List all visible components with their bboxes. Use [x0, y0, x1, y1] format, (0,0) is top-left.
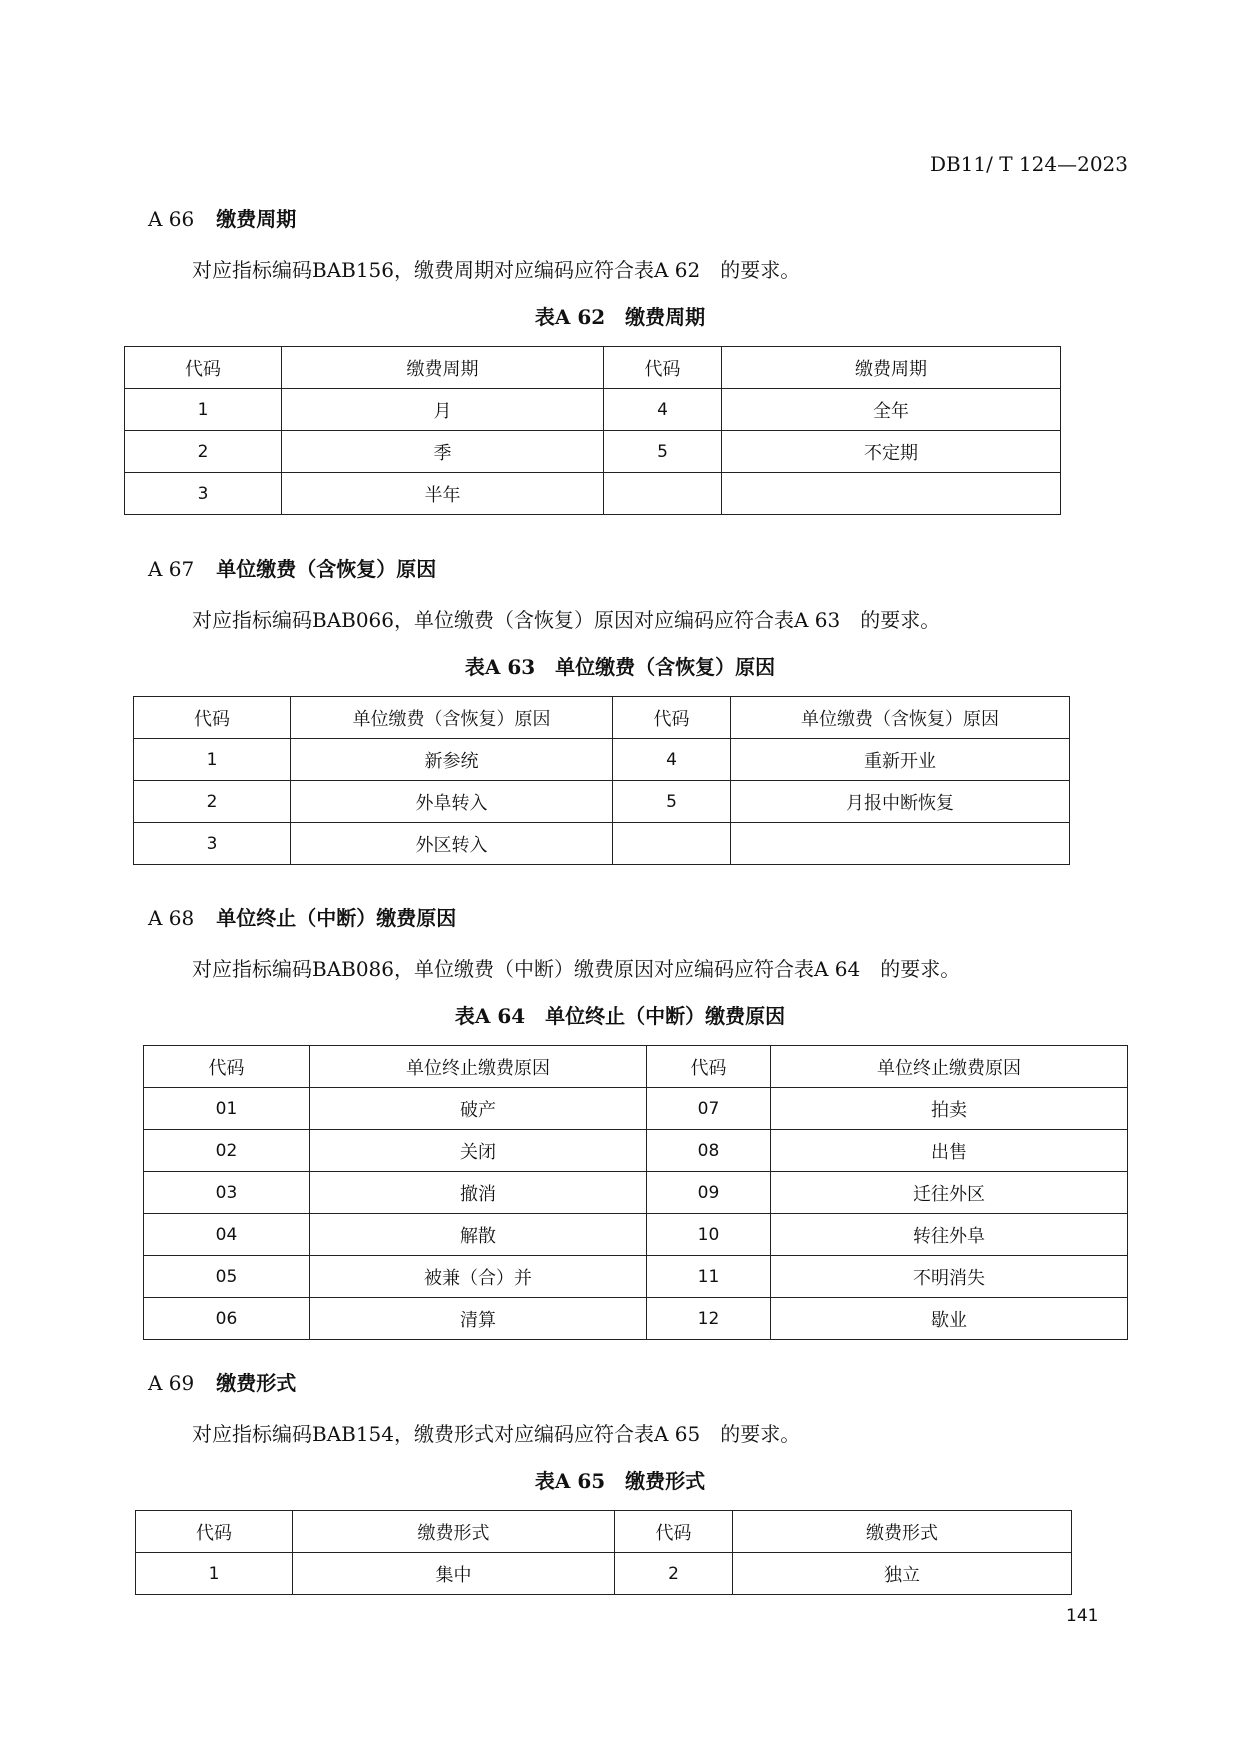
code-cell: 4: [604, 389, 722, 431]
section-text: 对应指标编码BAB156，缴费周期对应编码应符合表A 62 的要求。: [192, 258, 801, 282]
code-cell: 11: [647, 1256, 771, 1298]
code-cell: 1: [136, 1553, 293, 1595]
code-cell: [604, 473, 722, 515]
section-title: 单位终止（中断）缴费原因: [216, 906, 457, 930]
section-number: A 67: [148, 557, 195, 581]
section-number: A 66: [148, 207, 195, 231]
table-row: [136, 1553, 1072, 1595]
table-caption: 表A 65 缴费形式: [534, 1469, 706, 1493]
value-cell: 被兼（合）并: [310, 1256, 647, 1298]
table-row: [144, 1172, 1128, 1214]
header-cell: 缴费周期: [282, 347, 604, 389]
header-cell: 单位缴费（含恢复）原因: [291, 697, 613, 739]
table-row: [144, 1214, 1128, 1256]
value-cell: 清算: [310, 1298, 647, 1340]
table-row: [134, 823, 1070, 865]
header-cell: 代码: [134, 697, 291, 739]
value-cell: 破产: [310, 1088, 647, 1130]
code-cell: 12: [647, 1298, 771, 1340]
code-cell: 2: [615, 1553, 733, 1595]
table-row: [134, 781, 1070, 823]
value-cell: 重新开业: [731, 739, 1070, 781]
header-cell: 代码: [613, 697, 731, 739]
value-cell: 解散: [310, 1214, 647, 1256]
value-cell: 外阜转入: [291, 781, 613, 823]
section-title: 缴费形式: [216, 1371, 297, 1395]
code-cell: 05: [144, 1256, 310, 1298]
table-header-row: [134, 697, 1070, 739]
value-cell: 迁往外区: [771, 1172, 1128, 1214]
header-cell: 代码: [647, 1046, 771, 1088]
value-cell: 转往外阜: [771, 1214, 1128, 1256]
section-heading-a68: [148, 902, 456, 931]
header-cell: 代码: [604, 347, 722, 389]
value-cell: [731, 823, 1070, 865]
section-heading-a67: [148, 553, 436, 582]
table-row: [134, 739, 1070, 781]
code-cell: 06: [144, 1298, 310, 1340]
section-title: 单位缴费（含恢复）原因: [216, 557, 437, 581]
value-cell: 拍卖: [771, 1088, 1128, 1130]
table-header-row: [136, 1511, 1072, 1553]
value-cell: 季: [282, 431, 604, 473]
code-cell: 2: [125, 431, 282, 473]
section-title: 缴费周期: [216, 207, 297, 231]
table-row: [144, 1298, 1128, 1340]
header-cell: 缴费形式: [733, 1511, 1072, 1553]
header-cell: 单位终止缴费原因: [310, 1046, 647, 1088]
section-text: 对应指标编码BAB154，缴费形式对应编码应符合表A 65 的要求。: [192, 1422, 801, 1446]
value-cell: 独立: [733, 1553, 1072, 1595]
value-cell: 不明消失: [771, 1256, 1128, 1298]
table-row: [144, 1130, 1128, 1172]
table-row: [144, 1088, 1128, 1130]
table-row: [144, 1256, 1128, 1298]
code-cell: 5: [604, 431, 722, 473]
code-cell: 4: [613, 739, 731, 781]
value-cell: 撤消: [310, 1172, 647, 1214]
header-cell: 代码: [144, 1046, 310, 1088]
header-cell: 代码: [136, 1511, 293, 1553]
code-cell: 1: [134, 739, 291, 781]
code-cell: 04: [144, 1214, 310, 1256]
value-cell: 歇业: [771, 1298, 1128, 1340]
table-caption: 表A 64 单位终止（中断）缴费原因: [454, 1004, 786, 1028]
section-text: 对应指标编码BAB086，单位缴费（中断）缴费原因对应编码应符合表A 64 的要求。: [192, 957, 961, 981]
header-cell: 代码: [125, 347, 282, 389]
header-cell: 缴费形式: [293, 1511, 615, 1553]
value-cell: 外区转入: [291, 823, 613, 865]
header-cell: 单位缴费（含恢复）原因: [731, 697, 1070, 739]
code-cell: [613, 823, 731, 865]
section-heading-a69: [148, 1367, 296, 1396]
code-cell: 3: [125, 473, 282, 515]
table-a63: [133, 696, 1070, 865]
code-cell: 02: [144, 1130, 310, 1172]
value-cell: 关闭: [310, 1130, 647, 1172]
code-cell: 07: [647, 1088, 771, 1130]
table-header-row: [144, 1046, 1128, 1088]
code-cell: 01: [144, 1088, 310, 1130]
value-cell: 集中: [293, 1553, 615, 1595]
code-cell: 03: [144, 1172, 310, 1214]
code-cell: 5: [613, 781, 731, 823]
value-cell: 新参统: [291, 739, 613, 781]
table-row: [125, 431, 1061, 473]
section-number: A 69: [148, 1371, 195, 1395]
code-cell: 08: [647, 1130, 771, 1172]
table-a62: [124, 346, 1061, 515]
section-number: A 68: [148, 906, 195, 930]
value-cell: 不定期: [722, 431, 1061, 473]
header-cell: 单位终止缴费原因: [771, 1046, 1128, 1088]
table-caption: 表A 63 单位缴费（含恢复）原因: [464, 655, 776, 679]
table-header-row: [125, 347, 1061, 389]
page-number: 141: [1066, 1606, 1099, 1626]
value-cell: 月: [282, 389, 604, 431]
table-a64: [143, 1045, 1128, 1340]
value-cell: 月报中断恢复: [731, 781, 1070, 823]
table-caption: 表A 62 缴费周期: [534, 305, 706, 329]
value-cell: 出售: [771, 1130, 1128, 1172]
table-row: [125, 473, 1061, 515]
code-cell: 2: [134, 781, 291, 823]
value-cell: 半年: [282, 473, 604, 515]
table-a65: [135, 1510, 1072, 1595]
code-cell: 10: [647, 1214, 771, 1256]
header-cell: 代码: [615, 1511, 733, 1553]
value-cell: 全年: [722, 389, 1061, 431]
header-cell: 缴费周期: [722, 347, 1061, 389]
section-text: 对应指标编码BAB066，单位缴费（含恢复）原因对应编码应符合表A 63 的要求。: [192, 608, 941, 632]
value-cell: [722, 473, 1061, 515]
section-heading-a66: [148, 203, 296, 232]
code-cell: 1: [125, 389, 282, 431]
table-row: [125, 389, 1061, 431]
document-id: DB11/ T 124—2023: [929, 152, 1128, 176]
code-cell: 09: [647, 1172, 771, 1214]
code-cell: 3: [134, 823, 291, 865]
